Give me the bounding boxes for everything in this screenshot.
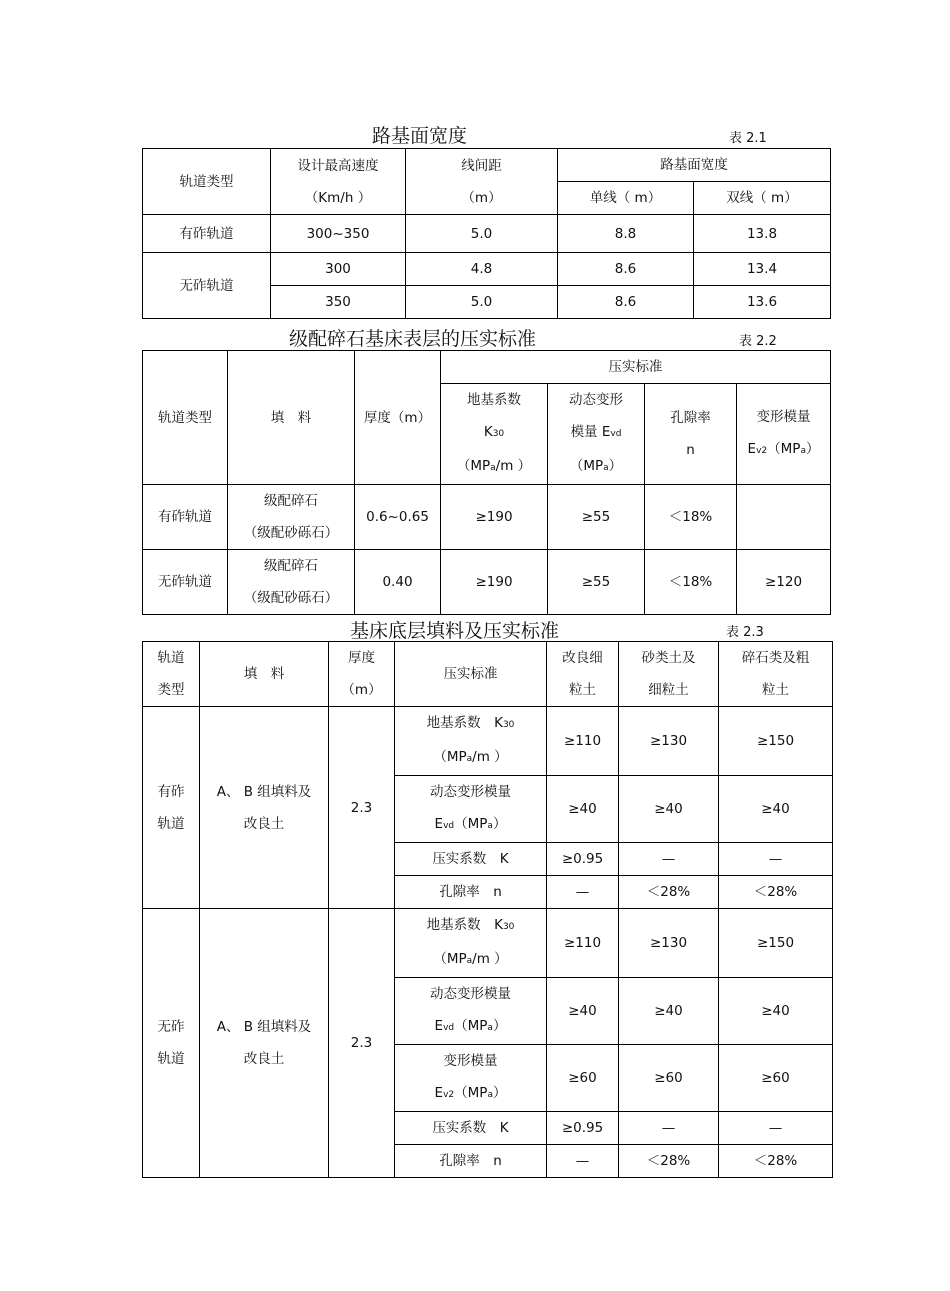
- cell-value: ≥150: [719, 909, 833, 978]
- cell-speed: 300: [271, 253, 406, 286]
- cell-value: ≥40: [719, 776, 833, 843]
- label-k30: 地基系数 K30 （MPa/m ）: [395, 909, 547, 978]
- table-2-3-number: 表 2.3: [726, 625, 764, 640]
- cell-thickness: 2.3: [329, 909, 395, 1178]
- cell-fill: 级配碎石 （级配砂砾石）: [228, 485, 355, 550]
- table-2-1-number: 表 2.1: [729, 131, 767, 146]
- table-2-3: [142, 641, 833, 1178]
- cell-double: 13.8: [694, 215, 831, 253]
- cell-porosity: ＜18%: [645, 485, 737, 550]
- header-porosity: 孔隙率 n: [645, 384, 737, 485]
- header-improved-fine-soil: 改良细 粒土: [547, 642, 619, 707]
- cell-value: ≥60: [619, 1045, 719, 1112]
- header-evd: 动态变形 模量 Evd （MPa）: [548, 384, 645, 485]
- label-k30: 地基系数 K30 （MPa/m ）: [395, 707, 547, 776]
- table-2-1-title: 路基面宽度: [372, 125, 468, 147]
- table-row: [143, 253, 831, 286]
- cell-value: ≥0.95: [547, 1112, 619, 1145]
- cell-value: —: [619, 1112, 719, 1145]
- header-track-type: 轨道类型: [143, 149, 271, 215]
- table-2-2-number: 表 2.2: [739, 334, 777, 349]
- cell-type: 有砟轨道: [143, 215, 271, 253]
- header-compaction-standard: 压实标准: [441, 351, 831, 384]
- cell-type: 无砟轨道: [143, 550, 228, 615]
- header-track-type: 轨道类型: [143, 351, 228, 485]
- header-thickness: 厚度 （m）: [329, 642, 395, 707]
- cell-evd: ≥55: [548, 550, 645, 615]
- cell-porosity: ＜18%: [645, 550, 737, 615]
- label-evd: 动态变形模量 Evd（MPa）: [395, 776, 547, 843]
- cell-double: 13.6: [694, 286, 831, 319]
- cell-value: ＜28%: [719, 876, 833, 909]
- cell-value: ≥150: [719, 707, 833, 776]
- table-row: [143, 550, 831, 615]
- cell-spacing: 5.0: [406, 286, 558, 319]
- header-k30: 地基系数 K30 （MPa/m ）: [441, 384, 548, 485]
- header-single: 单线（ m）: [558, 182, 694, 215]
- cell-evd: ≥55: [548, 485, 645, 550]
- cell-spacing: 4.8: [406, 253, 558, 286]
- header-double: 双线（ m）: [694, 182, 831, 215]
- label-k: 压实系数 K: [395, 1112, 547, 1145]
- cell-k30: ≥190: [441, 550, 548, 615]
- cell-fill: 级配碎石 （级配砂砾石）: [228, 550, 355, 615]
- table-2-3-title: 基床底层填料及压实标准: [350, 620, 560, 642]
- cell-double: 13.4: [694, 253, 831, 286]
- cell-fill: A、 B 组填料及 改良土: [200, 707, 329, 909]
- label-evd: 动态变形模量 Evd（MPa）: [395, 978, 547, 1045]
- cell-value: ≥60: [719, 1045, 833, 1112]
- header-ev2: 变形模量 Ev2（MPa）: [737, 384, 831, 485]
- label-k: 压实系数 K: [395, 843, 547, 876]
- header-track-type: 轨道 类型: [143, 642, 200, 707]
- cell-value: ≥40: [719, 978, 833, 1045]
- table-row: [143, 215, 831, 253]
- cell-speed: 300~350: [271, 215, 406, 253]
- cell-value: ＜28%: [619, 1145, 719, 1178]
- cell-thickness: 0.40: [355, 550, 441, 615]
- cell-value: ＜28%: [719, 1145, 833, 1178]
- cell-value: ＜28%: [619, 876, 719, 909]
- cell-type: 有砟 轨道: [143, 707, 200, 909]
- cell-value: —: [719, 1112, 833, 1145]
- cell-spacing: 5.0: [406, 215, 558, 253]
- table-2-2: [142, 350, 831, 615]
- cell-ev2: ≥120: [737, 550, 831, 615]
- cell-fill: A、 B 组填料及 改良土: [200, 909, 329, 1178]
- cell-k30: ≥190: [441, 485, 548, 550]
- cell-value: —: [619, 843, 719, 876]
- table-row: [143, 485, 831, 550]
- table-row: [143, 909, 833, 978]
- cell-ev2: [737, 485, 831, 550]
- label-ev2: 变形模量 Ev2（MPa）: [395, 1045, 547, 1112]
- cell-value: ≥110: [547, 909, 619, 978]
- header-spacing: 线间距 （m）: [406, 149, 558, 215]
- cell-speed: 350: [271, 286, 406, 319]
- cell-single: 8.6: [558, 286, 694, 319]
- header-width: 路基面宽度: [558, 149, 831, 182]
- cell-value: —: [547, 1145, 619, 1178]
- cell-type: 无砟轨道: [143, 253, 271, 319]
- header-fill: 填 料: [200, 642, 329, 707]
- cell-value: ≥40: [547, 776, 619, 843]
- cell-type: 无砟 轨道: [143, 909, 200, 1178]
- label-porosity: 孔隙率 n: [395, 876, 547, 909]
- header-sandy-soil: 砂类土及 细粒土: [619, 642, 719, 707]
- header-thickness: 厚度（m）: [355, 351, 441, 485]
- cell-value: ≥40: [619, 776, 719, 843]
- table-row: [143, 707, 833, 776]
- cell-single: 8.8: [558, 215, 694, 253]
- cell-value: ≥130: [619, 707, 719, 776]
- cell-value: —: [547, 876, 619, 909]
- cell-value: —: [719, 843, 833, 876]
- cell-thickness: 0.6~0.65: [355, 485, 441, 550]
- header-gravel-soil: 碎石类及粗 粒土: [719, 642, 833, 707]
- header-speed: 设计最高速度 （Km/h ）: [271, 149, 406, 215]
- header-fill: 填 料: [228, 351, 355, 485]
- cell-value: ≥110: [547, 707, 619, 776]
- table-2-1: [142, 148, 831, 319]
- table-2-2-title: 级配碎石基床表层的压实标准: [289, 328, 537, 350]
- cell-value: ≥130: [619, 909, 719, 978]
- cell-single: 8.6: [558, 253, 694, 286]
- cell-type: 有砟轨道: [143, 485, 228, 550]
- cell-value: ≥40: [619, 978, 719, 1045]
- cell-value: ≥40: [547, 978, 619, 1045]
- cell-value: ≥0.95: [547, 843, 619, 876]
- label-porosity: 孔隙率 n: [395, 1145, 547, 1178]
- cell-value: ≥60: [547, 1045, 619, 1112]
- header-compaction-standard: 压实标准: [395, 642, 547, 707]
- cell-thickness: 2.3: [329, 707, 395, 909]
